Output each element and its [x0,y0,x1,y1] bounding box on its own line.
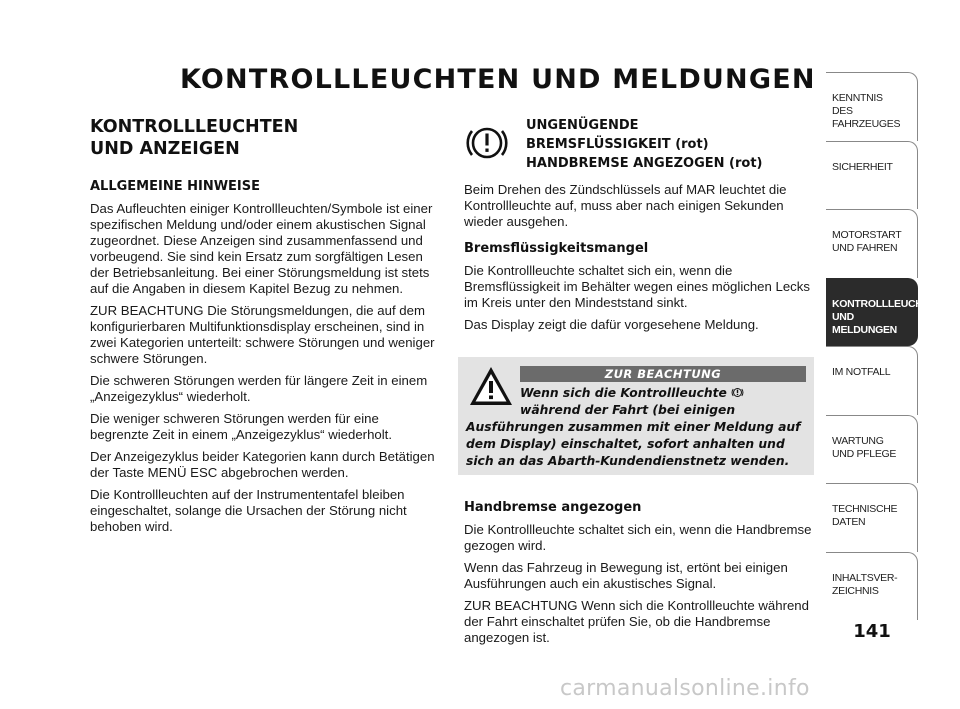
tab-label: KONTROLLLEUCHTEN UND MELDUNGEN [832,297,943,336]
paragraph: ZUR BEACHTUNG Die Störungsmeldungen, die auf dem konfigurierbaren Multifunktionsdisplay erscheinen, sind in zwei Kategorien unterteilt: schwere Störungen und weniger schwere Störungen. [90,303,435,366]
tab-vehicle-knowledge[interactable] [826,72,918,141]
paragraph: Die Kontrollleuchten auf der Instrumententafel bleiben eingeschaltet, solange die Ursachen der Störung nicht behoben wird. [90,487,407,534]
brake-warning-icon [464,120,510,166]
intro-paragraph: Beim Drehen des Zündschlüssels auf MAR leuchtet die Kontrollleuchte auf, muss aber nach einigen Sekunden wieder ausgehen. [464,182,787,229]
subheading-handbrake: Handbremse angezogen [464,500,642,515]
tab-technical-data[interactable] [826,483,918,552]
tab-label: TECHNISCHE DATEN [832,503,898,528]
paragraph: Das Display zeigt die dafür vorgesehene Meldung. [464,317,759,332]
tab-label: MOTORSTART UND FAHREN [832,229,902,254]
warning-title-line: BREMSFLÜSSIGKEIT (rot) [526,137,709,152]
paragraph: Wenn das Fahrzeug in Bewegung ist, ertönt bei einigen Ausführungen auch ein akustisches Signal. [464,560,788,591]
tab-label: SICHERHEIT [832,160,893,173]
caution-label: ZUR BEACHTUNG [520,366,806,382]
paragraph: Die weniger schweren Störungen werden für eine begrenzte Zeit in einem „Anzeigezyklus“ wiederholt. [90,411,392,442]
subheading-brake-fluid: Bremsflüssigkeitsmangel [464,241,649,256]
paragraph: Das Aufleuchten einiger Kontrollleuchten/Symbole ist einer spezifischen Meldung und/oder einem akustischen Signal zugeordnet. Diese Anzeigen sind zusammenfassend und vorbeugend. Sie sind kein Ersatz zum sorgfältigen Lesen der Betriebsanleitung. Bei einer Störungsmeldung ist stets auf die Angaben in diesem Kapitel Bezug zu nehmen. [90,201,433,296]
tab-starting-driving[interactable] [826,209,918,278]
paragraph: Die schweren Störungen werden für längere Zeit in einem „Anzeigezyklus“ wiederholt. [90,373,428,404]
caution-line: während der Fahrt (bei einigen [520,403,736,417]
subheading-general: ALLGEMEINE HINWEISE [90,179,261,194]
chapter-tabs [826,72,943,620]
caution-line: Ausführungen zusammen mit einer Meldung auf dem Display) einschaltet, sofort anhalten und sich an das Abarth-Kundendienstnetz wenden. [466,420,801,468]
tab-maintenance[interactable] [826,415,918,484]
brake-warning-icon [731,386,744,399]
section-heading-line-2: UND ANZEIGEN [90,139,240,159]
warning-light-title [526,116,816,173]
left-column [90,116,438,541]
section-heading-line-1: KONTROLLLEUCHTEN [90,117,299,137]
paragraph: Die Kontrollleuchte schaltet sich ein, wenn die Bremsflüssigkeit im Behälter wegen eines möglichen Lecks im Kreis unter den Mindeststand sinkt. [464,263,810,310]
caution-line: Wenn sich die Kontrollleuchte [520,386,727,400]
tab-label: WARTUNG UND PFLEGE [832,434,897,460]
tab-warning-lights[interactable] [826,278,943,347]
tab-safety[interactable] [826,141,918,210]
warning-title-line: UNGENÜGENDE [526,118,639,133]
page-title: KONTROLLLEUCHTEN UND MELDUNGEN [180,64,816,95]
page-number: 141 [853,621,891,642]
tab-emergency[interactable] [826,346,918,415]
tab-label: KENNTNIS DES FAHRZEUGES [832,92,901,130]
warning-light-header [464,116,812,176]
caution-note [458,357,814,475]
warning-title-line: HANDBREMSE ANGEZOGEN (rot) [526,156,763,171]
watermark: carmanualsonline.info [560,676,810,701]
paragraph: Die Kontrollleuchte schaltet sich ein, wenn die Handbremse gezogen wird. [464,522,812,553]
tab-index[interactable] [826,552,918,621]
caution-text [466,385,806,470]
tab-label: IM NOTFALL [832,366,891,378]
paragraph: Der Anzeigezyklus beider Kategorien kann durch Betätigen der Taste MENÜ ESC abgebrochen werden. [90,449,435,480]
tab-label: INHALTSVER- ZEICHNIS [832,571,898,597]
section-heading [90,116,438,160]
paragraph: ZUR BEACHTUNG Wenn sich die Kontrollleuchte während der Fahrt einschaltet prüfen Sie, ob die Handbremse angezogen ist. [464,598,809,645]
